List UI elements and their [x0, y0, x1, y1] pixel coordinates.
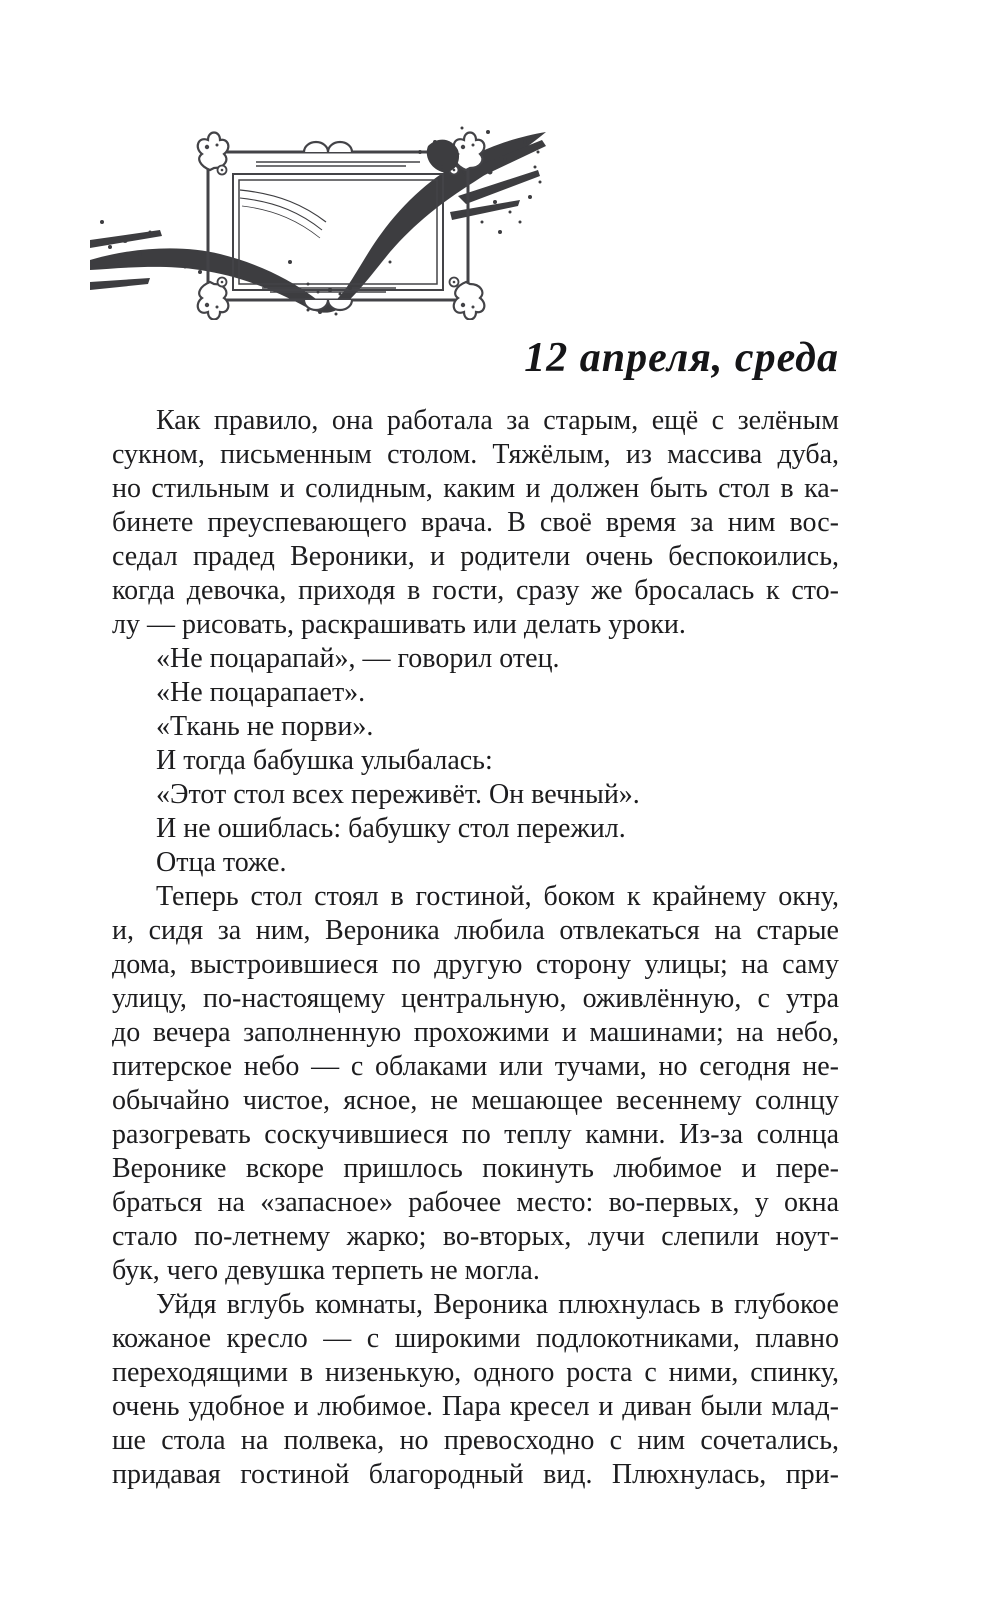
text-line: Уйдя вглубь комнаты, Вероника плюхнулась в глубокое [156, 1289, 839, 1320]
text-line: Отца тоже. [156, 847, 287, 878]
text-line: «Не поцарапает». [156, 677, 366, 708]
paragraph [112, 812, 839, 846]
text-line: И тогда бабушка улыбалась: [156, 745, 493, 776]
text-line: придавая гостиной благородный вид. Плюхнулась, при- [112, 1459, 839, 1490]
text-line: разогревать соскучившиеся по теплу камни. Из-за солнца [112, 1119, 839, 1150]
text-line: когда девочка, приходя в гости, сразу же бросалась к сто- [112, 575, 839, 606]
text-line: очень удобное и любимое. Пара кресел и диван были млад- [112, 1391, 839, 1422]
text-line: обычайно чистое, ясное, не мешающее весеннему солнцу [112, 1085, 839, 1116]
text-line: сукном, письменным столом. Тяжёлым, из массива дуба, [112, 439, 839, 470]
paragraph [112, 676, 839, 710]
text-line: седал прадед Вероники, и родители очень беспокоились, [112, 541, 839, 572]
paragraph [112, 744, 839, 778]
chapter-ornament [90, 112, 550, 320]
text-line: И не ошиблась: бабушку стол пережил. [156, 813, 626, 844]
text-line: и, сидя за ним, Вероника любила отвлекаться на старые [112, 915, 839, 946]
ink-wings-frame-illustration [90, 112, 550, 320]
text-line: ше стола на полвека, но превосходно с ним сочетались, [112, 1425, 839, 1456]
text-line: лу — рисовать, раскрашивать или делать уроки. [112, 609, 686, 640]
paragraph [112, 778, 839, 812]
text-line: стало по-летнему жарко; во-вторых, лучи слепили ноут- [112, 1221, 839, 1252]
text-line: бук, чего девушка терпеть не могла. [112, 1255, 540, 1286]
text-line: но стильным и солидным, каким и должен быть стол в ка- [112, 473, 839, 504]
paragraph [112, 404, 839, 642]
text-line: браться на «запасное» рабочее место: во-первых, у окна [112, 1187, 839, 1218]
text-line: «Не поцарапай», — говорил отец. [156, 643, 560, 674]
text-line: кожаное кресло — с широкими подлокотниками, плавно [112, 1323, 839, 1354]
chapter-title: 12 апреля, среда [524, 335, 839, 381]
paragraph [112, 846, 839, 880]
paragraph [112, 710, 839, 744]
paragraph [112, 1288, 839, 1492]
text-line: питерское небо — с облаками или тучами, но сегодня не- [112, 1051, 839, 1082]
text-line: до вечера заполненную прохожими и машинами; на небо, [112, 1017, 839, 1048]
paragraph [112, 642, 839, 676]
text-line: Теперь стол стоял в гостиной, боком к крайнему окну, [156, 881, 839, 912]
text-line: дома, выстроившиеся по другую сторону улицы; на саму [112, 949, 839, 980]
paragraph [112, 880, 839, 1288]
body-text [112, 404, 839, 1492]
text-line: Как правило, она работала за старым, ещё с зелёным [156, 405, 839, 436]
text-line: Веронике вскоре пришлось покинуть любимое и пере- [112, 1153, 839, 1184]
text-line: «Этот стол всех переживёт. Он вечный». [156, 779, 640, 810]
text-line: «Ткань не порви». [156, 711, 374, 742]
text-line: улицу, по-настоящему центральную, оживлённую, с утра [112, 983, 839, 1014]
text-line: бинете преуспевающего врача. В своё время за ним вос- [112, 507, 839, 538]
text-line: переходящими в низенькую, одного роста с ними, спинку, [112, 1357, 839, 1388]
